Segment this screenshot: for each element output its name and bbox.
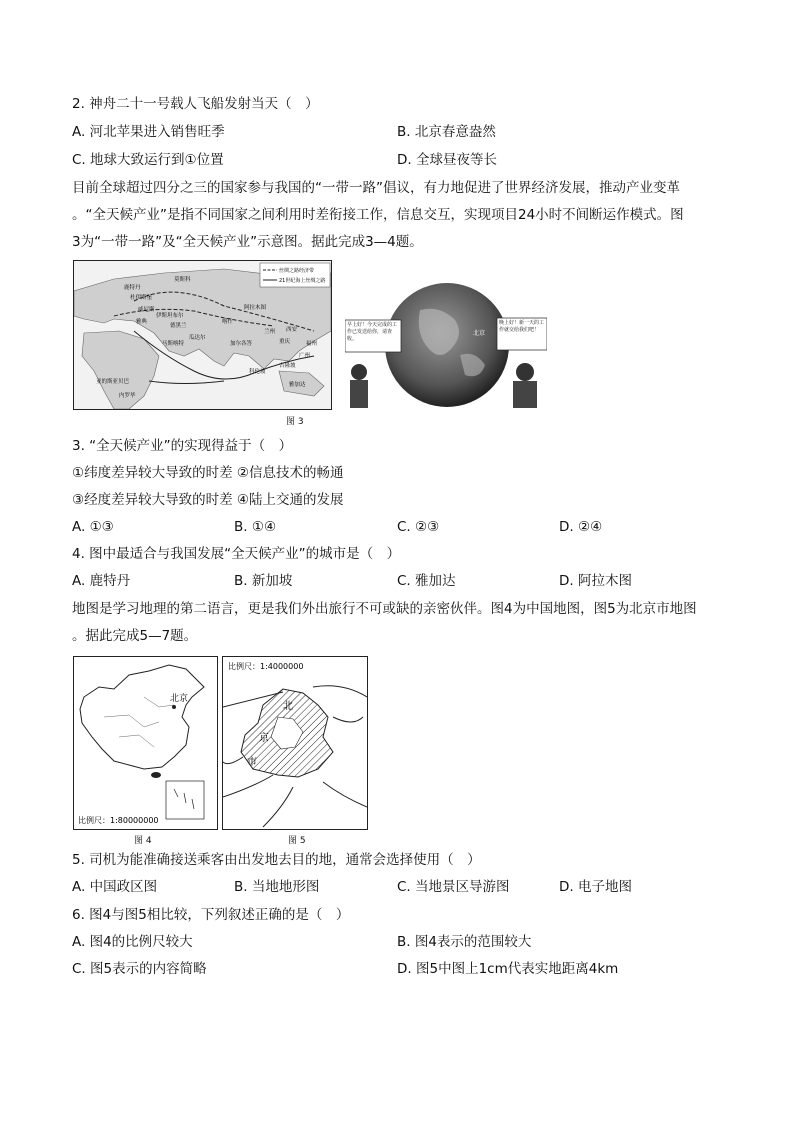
intro-2-line-1: 地图是学习地理的第二语言，更是我们外出旅行不可或缺的亲密伙伴。图4为中国地图，图5为北京市地图 <box>72 601 697 617</box>
city-label: 雅加达 <box>289 382 306 388</box>
china-map <box>73 656 218 830</box>
beijing-char-2: 京 <box>259 733 269 744</box>
south-china-sea-inset <box>166 781 204 819</box>
man-avatar-icon <box>516 363 534 381</box>
city-label: 加尔各答 <box>230 341 253 347</box>
beijing-map <box>222 656 368 830</box>
figure-4-caption: 图 4 <box>134 836 152 846</box>
city-label: 伊斯坦布尔 <box>156 313 184 319</box>
intro-1-line-1: 目前全球超过四分之三的国家参与我国的“一带一路”倡议，有力地促进了世界经济发展，推动产业变革 <box>72 180 680 196</box>
city-label: 马斯喀特 <box>162 341 185 347</box>
city-label: 科伦坡 <box>249 369 266 375</box>
fig5-scale: 比例尺：1:4000000 <box>228 662 304 671</box>
city-label: 杜伊斯堡 <box>130 295 153 301</box>
fig4-scale: 比例尺：1:80000000 <box>78 816 159 825</box>
question-3-option-a: A. ①③ <box>72 519 114 535</box>
woman-avatar-icon <box>351 364 367 380</box>
legend-maritime: 21世纪海上丝绸之路 <box>279 278 326 284</box>
question-4-option-a: A. 鹿特丹 <box>72 573 131 589</box>
question-4-option-d: D. 阿拉木图 <box>559 573 632 589</box>
question-4-option-c: C. 雅加达 <box>397 573 456 589</box>
intro-1-line-3: 3为“一带一路”及“全天候产业”示意图。据此完成3—4题。 <box>72 234 423 250</box>
question-4-stem: 4. 图中最适合与我国发展“全天候产业”的城市是（ ） <box>72 546 401 562</box>
question-3-statements-2: ③经度差异较大导致的时差 ④陆上交通的发展 <box>72 492 344 508</box>
intro-1-line-2: 。“全天候产业”是指不同国家之间利用时差衔接工作，信息交互，实现项目24小时不间断运作模式。图 <box>72 207 684 223</box>
question-2-option-a: A. 河北苹果进入销售旺季 <box>72 124 225 140</box>
city-label: 内罗毕 <box>119 393 136 399</box>
question-6-option-a: A. 图4的比例尺较大 <box>72 934 193 950</box>
figure-5-caption: 图 5 <box>288 836 306 846</box>
question-3-option-c: C. ②③ <box>397 519 440 535</box>
city-label: 鹿特丹 <box>124 285 141 291</box>
question-5-option-d: D. 电子地图 <box>559 879 632 895</box>
globe-beijing-label: 北京 <box>473 330 486 337</box>
city-label: 喀什 <box>222 319 234 325</box>
question-3-statements-1: ①纬度差异较大导致的时差 ②信息技术的畅通 <box>72 465 344 481</box>
evening-greeting-bubble: 晚上好！新一天的工作就交给我们吧！ <box>499 320 545 333</box>
city-label: 重庆 <box>279 339 291 345</box>
question-6-stem: 6. 图4与图5相比较，下列叙述正确的是（ ） <box>72 907 350 923</box>
question-6-option-b: B. 图4表示的范围较大 <box>397 934 532 950</box>
question-6-option-d: D. 图5中图上1cm代表实地距离4km <box>397 961 619 977</box>
city-label: 兰州 <box>264 329 276 335</box>
question-5-option-a: A. 中国政区图 <box>72 879 158 895</box>
hainan-island <box>151 772 161 778</box>
city-label: 福州 <box>306 341 318 347</box>
city-label: 瓜达尔 <box>189 335 206 341</box>
beijing-marker-icon <box>172 705 176 709</box>
question-2-option-c: C. 地球大致运行到①位置 <box>72 152 224 168</box>
question-5-stem: 5. 司机为能准确接送乘客由出发地去目的地，通常会选择使用（ ） <box>72 852 481 868</box>
intro-2-line-2: 。据此完成5—7题。 <box>72 628 198 644</box>
all-weather-industry-illustration <box>345 280 547 410</box>
question-3-option-b: B. ①④ <box>234 519 277 535</box>
city-label: 吉隆坡 <box>279 363 296 369</box>
beijing-label: 北京 <box>170 694 189 704</box>
question-4-option-b: B. 新加坡 <box>234 573 293 589</box>
city-label: 西安 <box>286 327 298 333</box>
question-2-option-b: B. 北京春意盎然 <box>397 124 496 140</box>
city-label: 阿拉木图 <box>244 305 267 311</box>
question-2-option-d: D. 全球昼夜等长 <box>397 152 497 168</box>
legend-silk-road: 丝绸之路经济带 <box>279 268 315 274</box>
china-outline <box>80 665 204 769</box>
city-label: 威尼斯 <box>138 307 155 313</box>
belt-and-road-map <box>73 260 332 410</box>
beijing-char-1: 北 <box>283 701 293 712</box>
city-label: 德黑兰 <box>170 323 187 329</box>
question-2-stem: 2. 神舟二十一号载人飞船发射当天（ ） <box>72 96 319 112</box>
question-6-option-c: C. 图5表示的内容简略 <box>72 961 207 977</box>
question-5-option-b: B. 当地地形图 <box>234 879 320 895</box>
city-label: 亚的斯亚贝巴 <box>96 379 130 385</box>
figure-3-caption: 图 3 <box>286 417 304 427</box>
city-label: 莫斯科 <box>174 277 191 283</box>
question-3-option-d: D. ②④ <box>559 519 603 535</box>
question-3-stem: 3. “全天候产业”的实现得益于（ ） <box>72 438 293 454</box>
city-label: 雅典 <box>136 319 148 325</box>
morning-greeting-bubble: 早上好！今天完成的工作已发送给你，请查收。 <box>347 322 398 342</box>
question-5-option-c: C. 当地景区导游图 <box>397 879 510 895</box>
city-label: 广州 <box>299 353 311 359</box>
beijing-char-3: 市 <box>247 757 257 768</box>
